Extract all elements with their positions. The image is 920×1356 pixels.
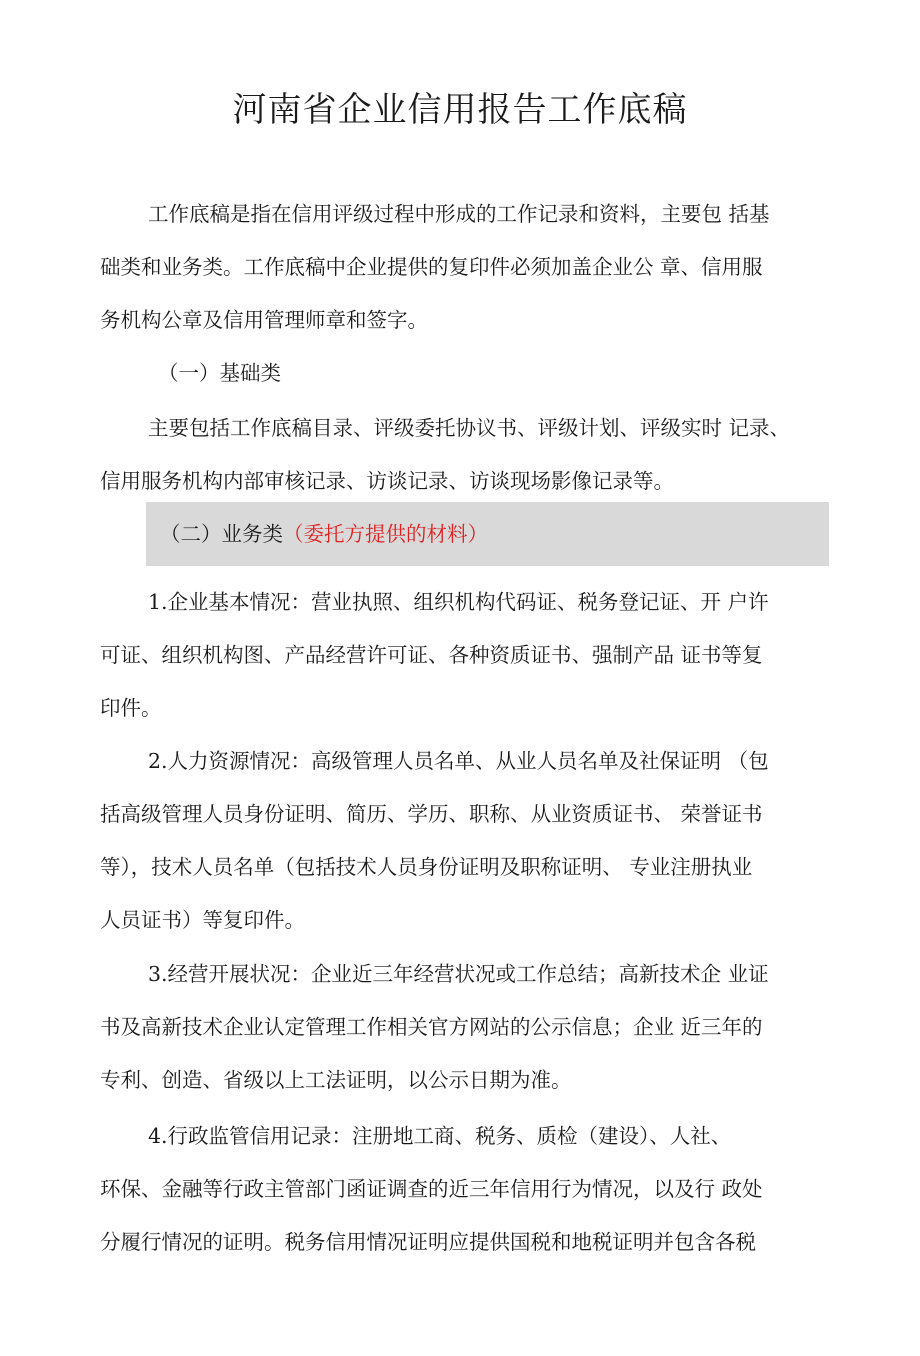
item-basic-info [100, 576, 828, 735]
item-regulatory-record [100, 1110, 828, 1269]
item-operations-line: 3.经营开展状况：企业近三年经营状况或工作总结；高新技术企 业证 [148, 962, 769, 986]
intro-line: 础类和业务类。工作底稿中企业提供的复印件必须加盖企业公 章、信用服 [100, 255, 763, 279]
section-business-heading-text: （二）业务类 [160, 522, 283, 546]
item-human-resources-line: 括高级管理人员身份证明、简历、学历、职称、从业资质证书、 荣誉证书 [100, 802, 763, 826]
section-business-note: （委托方提供的材料） [283, 522, 488, 546]
item-human-resources-line: 2.人力资源情况：高级管理人员名单、从业人员名单及社保证明 （包 [148, 749, 769, 773]
item-operations-line: 书及高新技术企业认定管理工作相关官方网站的公示信息；企业 近三年的 [100, 1015, 763, 1039]
item-regulatory-record-line: 分履行情况的证明。税务信用情况证明应提供国税和地税证明并包含各税 [100, 1230, 756, 1254]
document-title: 河南省企业信用报告工作底稿 [232, 90, 688, 130]
item-operations-line: 专利、创造、省级以上工法证明，以公示日期为准。 [100, 1068, 572, 1092]
item-basic-info-line: 印件。 [100, 696, 162, 720]
item-human-resources-line: 人员证书）等复印件。 [100, 908, 305, 932]
item-human-resources-line: 等），技术人员名单（包括技术人员身份证明及职称证明、 专业注册执业 [100, 855, 753, 879]
item-regulatory-record-line: 环保、金融等行政主管部门函证调查的近三年信用行为情况，以及行 政处 [100, 1177, 763, 1201]
item-basic-info-line: 可证、组织机构图、产品经营许可证、各种资质证书、强制产品 证书等复 [100, 643, 763, 667]
intro-line: 务机构公章及信用管理师章和签字。 [100, 308, 428, 332]
intro-paragraph [100, 188, 828, 347]
section-basic-paragraph [100, 402, 828, 508]
section-basic-line: 主要包括工作底稿目录、评级委托协议书、评级计划、评级实时 记录、 [148, 416, 791, 440]
item-operations [100, 948, 828, 1107]
section-business-heading [160, 508, 488, 561]
section-basic-line: 信用服务机构内部审核记录、访谈记录、访谈现场影像记录等。 [100, 469, 674, 493]
item-human-resources [100, 735, 828, 947]
section-basic-heading: （一）基础类 [158, 361, 281, 385]
item-regulatory-record-line: 4.行政监管信用记录：注册地工商、税务、质检（建设）、人社、 [148, 1124, 732, 1148]
intro-line: 工作底稿是指在信用评级过程中形成的工作记录和资料，主要包 括基 [148, 202, 770, 226]
item-basic-info-line: 1.企业基本情况：营业执照、组织机构代码证、税务登记证、开 户许 [148, 590, 769, 614]
